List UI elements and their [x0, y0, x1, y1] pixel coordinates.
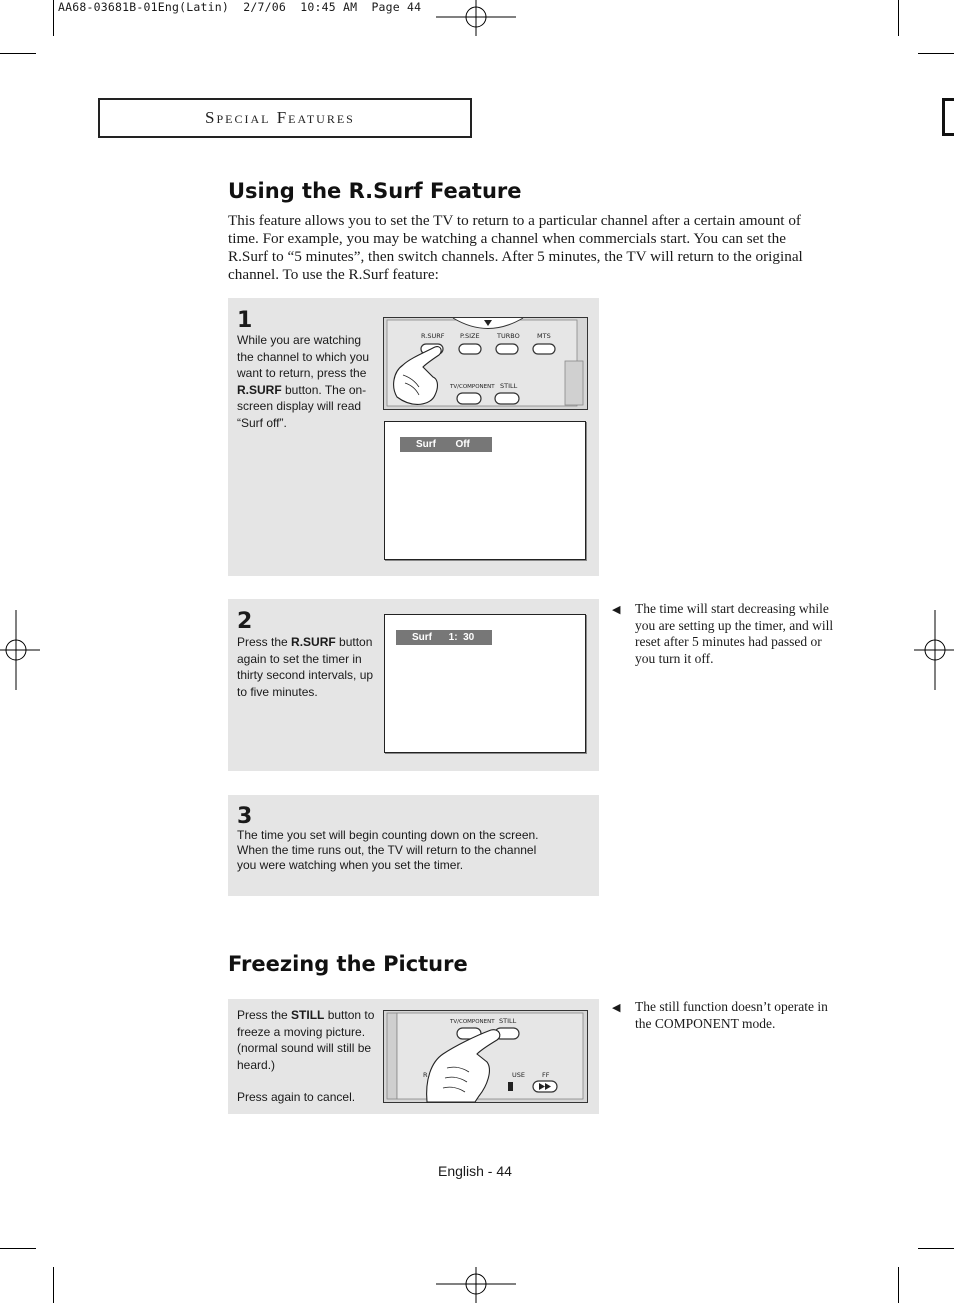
remote-illustration-still	[383, 1010, 588, 1103]
osd-surf-off: Surf Off	[400, 437, 492, 452]
still-label: STILL	[500, 382, 518, 390]
tvcomponent-label-2: TV/COMPONENT	[450, 1019, 495, 1025]
note-timer: The time will start decreasing while you are setting up the timer, and will reset after 5 minutes had passed or you turn it off.	[635, 601, 834, 666]
freeze-panel	[228, 999, 599, 1114]
freeze-text: Press the STILL button to freeze a moving picture. (normal sound will still be heard.)	[237, 1008, 375, 1072]
page-footer: English - 44	[438, 1163, 512, 1179]
step-3-text: The time you set will begin counting down on the screen. When the time runs out, the TV will return to the channel you were watching when you set the timer.	[237, 828, 539, 872]
note-arrow-icon: ◀	[612, 604, 621, 616]
step-2-number: 2	[237, 609, 253, 634]
registration-mark-top	[436, 0, 516, 36]
psize-label: P.SIZE	[460, 332, 480, 340]
intro-paragraph: This feature allows you to set the TV to return to a particular channel after a certain amount of time. For example, you may be watching a channel when commercials start. You can set the R.Surf to “5 minutes”, then switch channels. After 5 minutes, the TV will return to the original channel. To use the R.Surf feature:	[228, 212, 803, 283]
section-header-box	[98, 98, 472, 138]
tvcomponent-label: TV/COMPONENT	[450, 384, 495, 390]
step-2-panel	[228, 599, 599, 771]
heading-rsurf: Using the R.Surf Feature	[228, 179, 522, 203]
turbo-label: TURBO	[497, 332, 520, 340]
rsurf-label: R.SURF	[421, 332, 445, 340]
osd-surf-timer: Surf 1: 30	[396, 630, 492, 645]
r-label: R	[423, 1071, 428, 1079]
ff-label: FF	[542, 1071, 550, 1079]
step-1-text: While you are watching the channel to which you want to return, press the R.SURF button. The on-screen display will read “Surf off”.	[237, 333, 370, 430]
step-3-panel	[228, 795, 599, 896]
registration-mark-bottom	[436, 1267, 516, 1303]
remote-illustration-rsurf	[383, 317, 588, 410]
use-label: USE	[512, 1071, 525, 1079]
mts-label: MTS	[537, 332, 551, 340]
registration-mark-left	[0, 610, 40, 690]
heading-freezing: Freezing the Picture	[228, 952, 468, 976]
note-arrow-icon-2: ◀	[612, 1002, 621, 1014]
step-1-number: 1	[237, 308, 253, 333]
step-3-number: 3	[237, 804, 253, 829]
registration-mark-right	[914, 610, 954, 690]
note-still: The still function doesn’t operate in the COMPONENT mode.	[635, 999, 828, 1031]
print-slug: AA68-03681B-01Eng(Latin) 2/7/06 10:45 AM Page 44	[58, 0, 422, 14]
freeze-cancel-text: Press again to cancel.	[237, 1090, 356, 1104]
step-1-panel	[228, 298, 599, 576]
still-label-2: STILL	[499, 1017, 517, 1025]
section-title: Special Features	[205, 108, 355, 127]
step-2-text: Press the R.SURF button again to set the timer in thirty second intervals, up to five minutes.	[237, 635, 374, 699]
tv-screen-2	[384, 614, 586, 753]
tv-screen-1	[384, 421, 586, 560]
